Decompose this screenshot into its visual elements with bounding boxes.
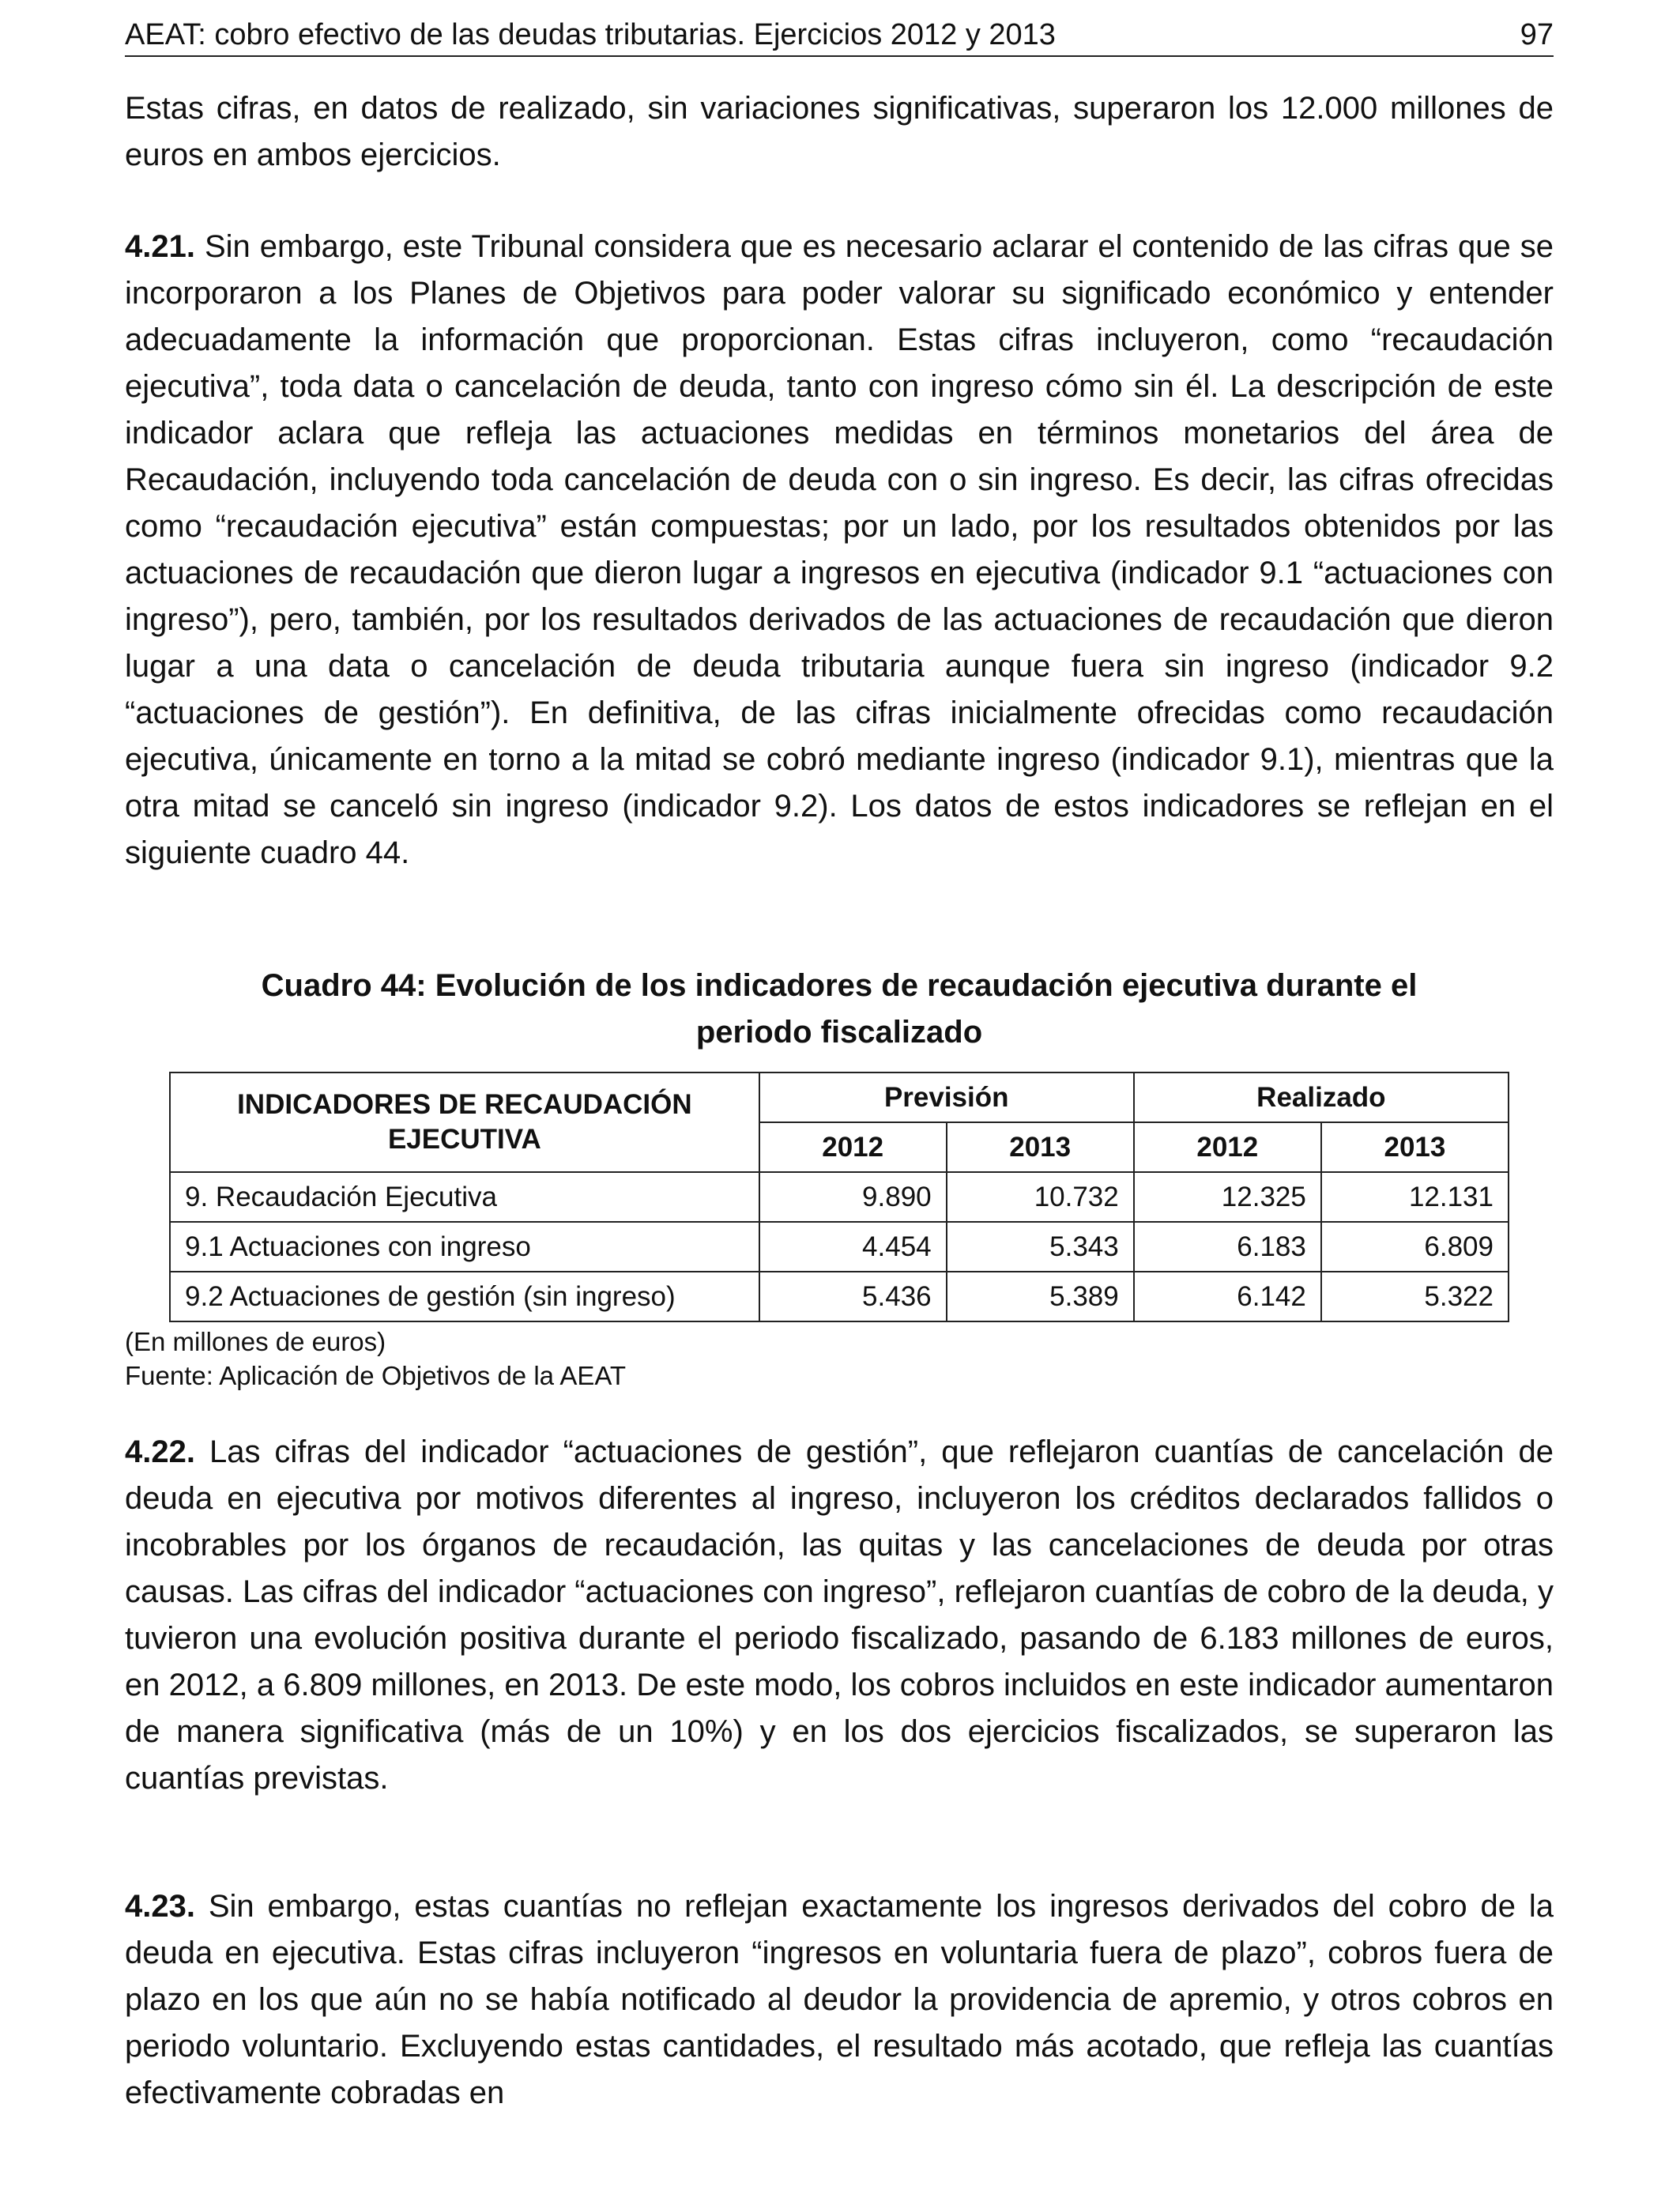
row-label: 9.1 Actuaciones con ingreso — [170, 1222, 759, 1272]
header-realizado: Realizado — [1134, 1072, 1509, 1122]
paragraph-4-22 — [125, 1429, 1554, 1802]
table-caption — [125, 963, 1554, 1056]
header-prevision: Previsión — [759, 1072, 1134, 1122]
paragraph-text: Las cifras del indicador “actuaciones de gestión”, que reflejaron cuantías de cancelación de deuda en ejecutiva por motivos diferentes al ingreso, incluyeron los créditos declarados fallidos o incobrables por los órganos de recaudación, las quitas y las cancelaciones de deuda por otras causas. Las cifras del indicador “actuaciones con ingreso”, reflejaron cuantías de cobro de la deuda, y tuvieron una evolución positiva durante el periodo fiscalizado, pasando de 6.183 millones de euros, en 2012, a 6.809 millones, en 2013. De este modo, los cobros incluidos en este indicador aumentaron de manera significativa (más de un 10%) y en los dos ejercicios fiscalizados, se superaron las cuantías previstas. — [125, 1434, 1554, 1796]
paragraph-text: Sin embargo, este Tribunal considera que es necesario aclarar el contenido de las cifras que se incorporaron a los Planes de Objetivos para poder valorar su significado económico y entender adecuadamente la información que proporcionan. Estas cifras incluyeron, como “recaudación ejecutiva”, toda data o cancelación de deuda, tanto con ingreso cómo sin él. La descripción de este indicador aclara que refleja las actuaciones medidas en términos monetarios del área de Recaudación, incluyendo toda cancelación de deuda con o sin ingreso. Es decir, las cifras ofrecidas como “recaudación ejecutiva” están compuestas; por un lado, por los resultados obtenidos por las actuaciones de recaudación que dieron lugar a ingresos en ejecutiva (indicador 9.1 “actuaciones con ingreso”), pero, también, por los resultados derivados de las actuaciones de recaudación que dieron lugar a una data o cancelación de deuda tributaria aunque fuera sin ingreso (indicador 9.2 “actuaciones de gestión”). En definitiva, de las cifras inicialmente ofrecidas como recaudación ejecutiva, únicamente en torno a la mitad se cobró mediante ingreso (indicador 9.1), mientras que la otra mitad se canceló sin ingreso (indicador 9.2). Los datos de estos indicadores se reflejan en el siguiente cuadro 44. — [125, 229, 1554, 870]
table-source-note: Fuente: Aplicación de Objetivos de la AEAT — [125, 1361, 627, 1390]
header-indicators — [170, 1072, 759, 1172]
cell-value: 6.809 — [1321, 1222, 1509, 1272]
table-row — [170, 1172, 1509, 1222]
paragraph-text: Estas cifras, en datos de realizado, sin variaciones significativas, superaron los 12.000 millones de euros en ambos ejercicios. — [125, 91, 1554, 172]
paragraph-text: Sin embargo, estas cuantías no reflejan exactamente los ingresos derivados del cobro de la deuda en ejecutiva. Estas cifras incluyeron “ingresos en voluntaria fuera de plazo”, cobros fuera de plazo en los que aún no se había notificado al deudor la providencia de apremio, y otros cobros en periodo voluntario. Excluyendo estas cantidades, el resultado más acotado, que refleja las cuantías efectivamente cobradas en — [125, 1889, 1554, 2110]
paragraph-intro — [125, 85, 1554, 179]
cell-value: 6.142 — [1134, 1272, 1321, 1321]
cell-value: 5.322 — [1321, 1272, 1509, 1321]
table-header-row — [170, 1072, 1509, 1122]
header-indicators-line1: INDICADORES DE RECAUDACIÓN — [237, 1089, 692, 1120]
paragraph-number: 4.21. — [125, 229, 195, 264]
running-header — [125, 14, 1554, 57]
paragraph-number: 4.22. — [125, 1434, 195, 1469]
cell-value: 5.389 — [947, 1272, 1134, 1321]
header-year: 2013 — [947, 1122, 1134, 1172]
header-year: 2012 — [759, 1122, 947, 1172]
cell-value: 4.454 — [759, 1222, 947, 1272]
paragraph-4-21 — [125, 224, 1554, 876]
paragraph-number: 4.23. — [125, 1889, 195, 1924]
table-row — [170, 1272, 1509, 1321]
header-indicators-line2: EJECUTIVA — [387, 1124, 541, 1155]
table-caption-line2: periodo fiscalizado — [695, 1015, 983, 1050]
cell-value: 10.732 — [947, 1172, 1134, 1222]
header-year: 2012 — [1134, 1122, 1321, 1172]
cell-value: 12.325 — [1134, 1172, 1321, 1222]
indicators-table — [169, 1072, 1509, 1322]
table-row — [170, 1222, 1509, 1272]
table-caption-line1: Cuadro 44: Evolución de los indicadores de recaudación ejecutiva durante el — [261, 968, 1418, 1003]
header-year: 2013 — [1321, 1122, 1509, 1172]
page-number: 97 — [1520, 18, 1554, 51]
cell-value: 5.343 — [947, 1222, 1134, 1272]
cell-value: 5.436 — [759, 1272, 947, 1321]
header-title: AEAT: cobro efectivo de las deudas tributarias. Ejercicios 2012 y 2013 — [125, 18, 1056, 51]
row-label: 9. Recaudación Ejecutiva — [170, 1172, 759, 1222]
cell-value: 6.183 — [1134, 1222, 1321, 1272]
cell-value: 9.890 — [759, 1172, 947, 1222]
table-units-note: (En millones de euros) — [125, 1327, 386, 1356]
paragraph-4-23 — [125, 1883, 1554, 2117]
table-notes — [125, 1325, 626, 1393]
cell-value: 12.131 — [1321, 1172, 1509, 1222]
row-label: 9.2 Actuaciones de gestión (sin ingreso) — [170, 1272, 759, 1321]
